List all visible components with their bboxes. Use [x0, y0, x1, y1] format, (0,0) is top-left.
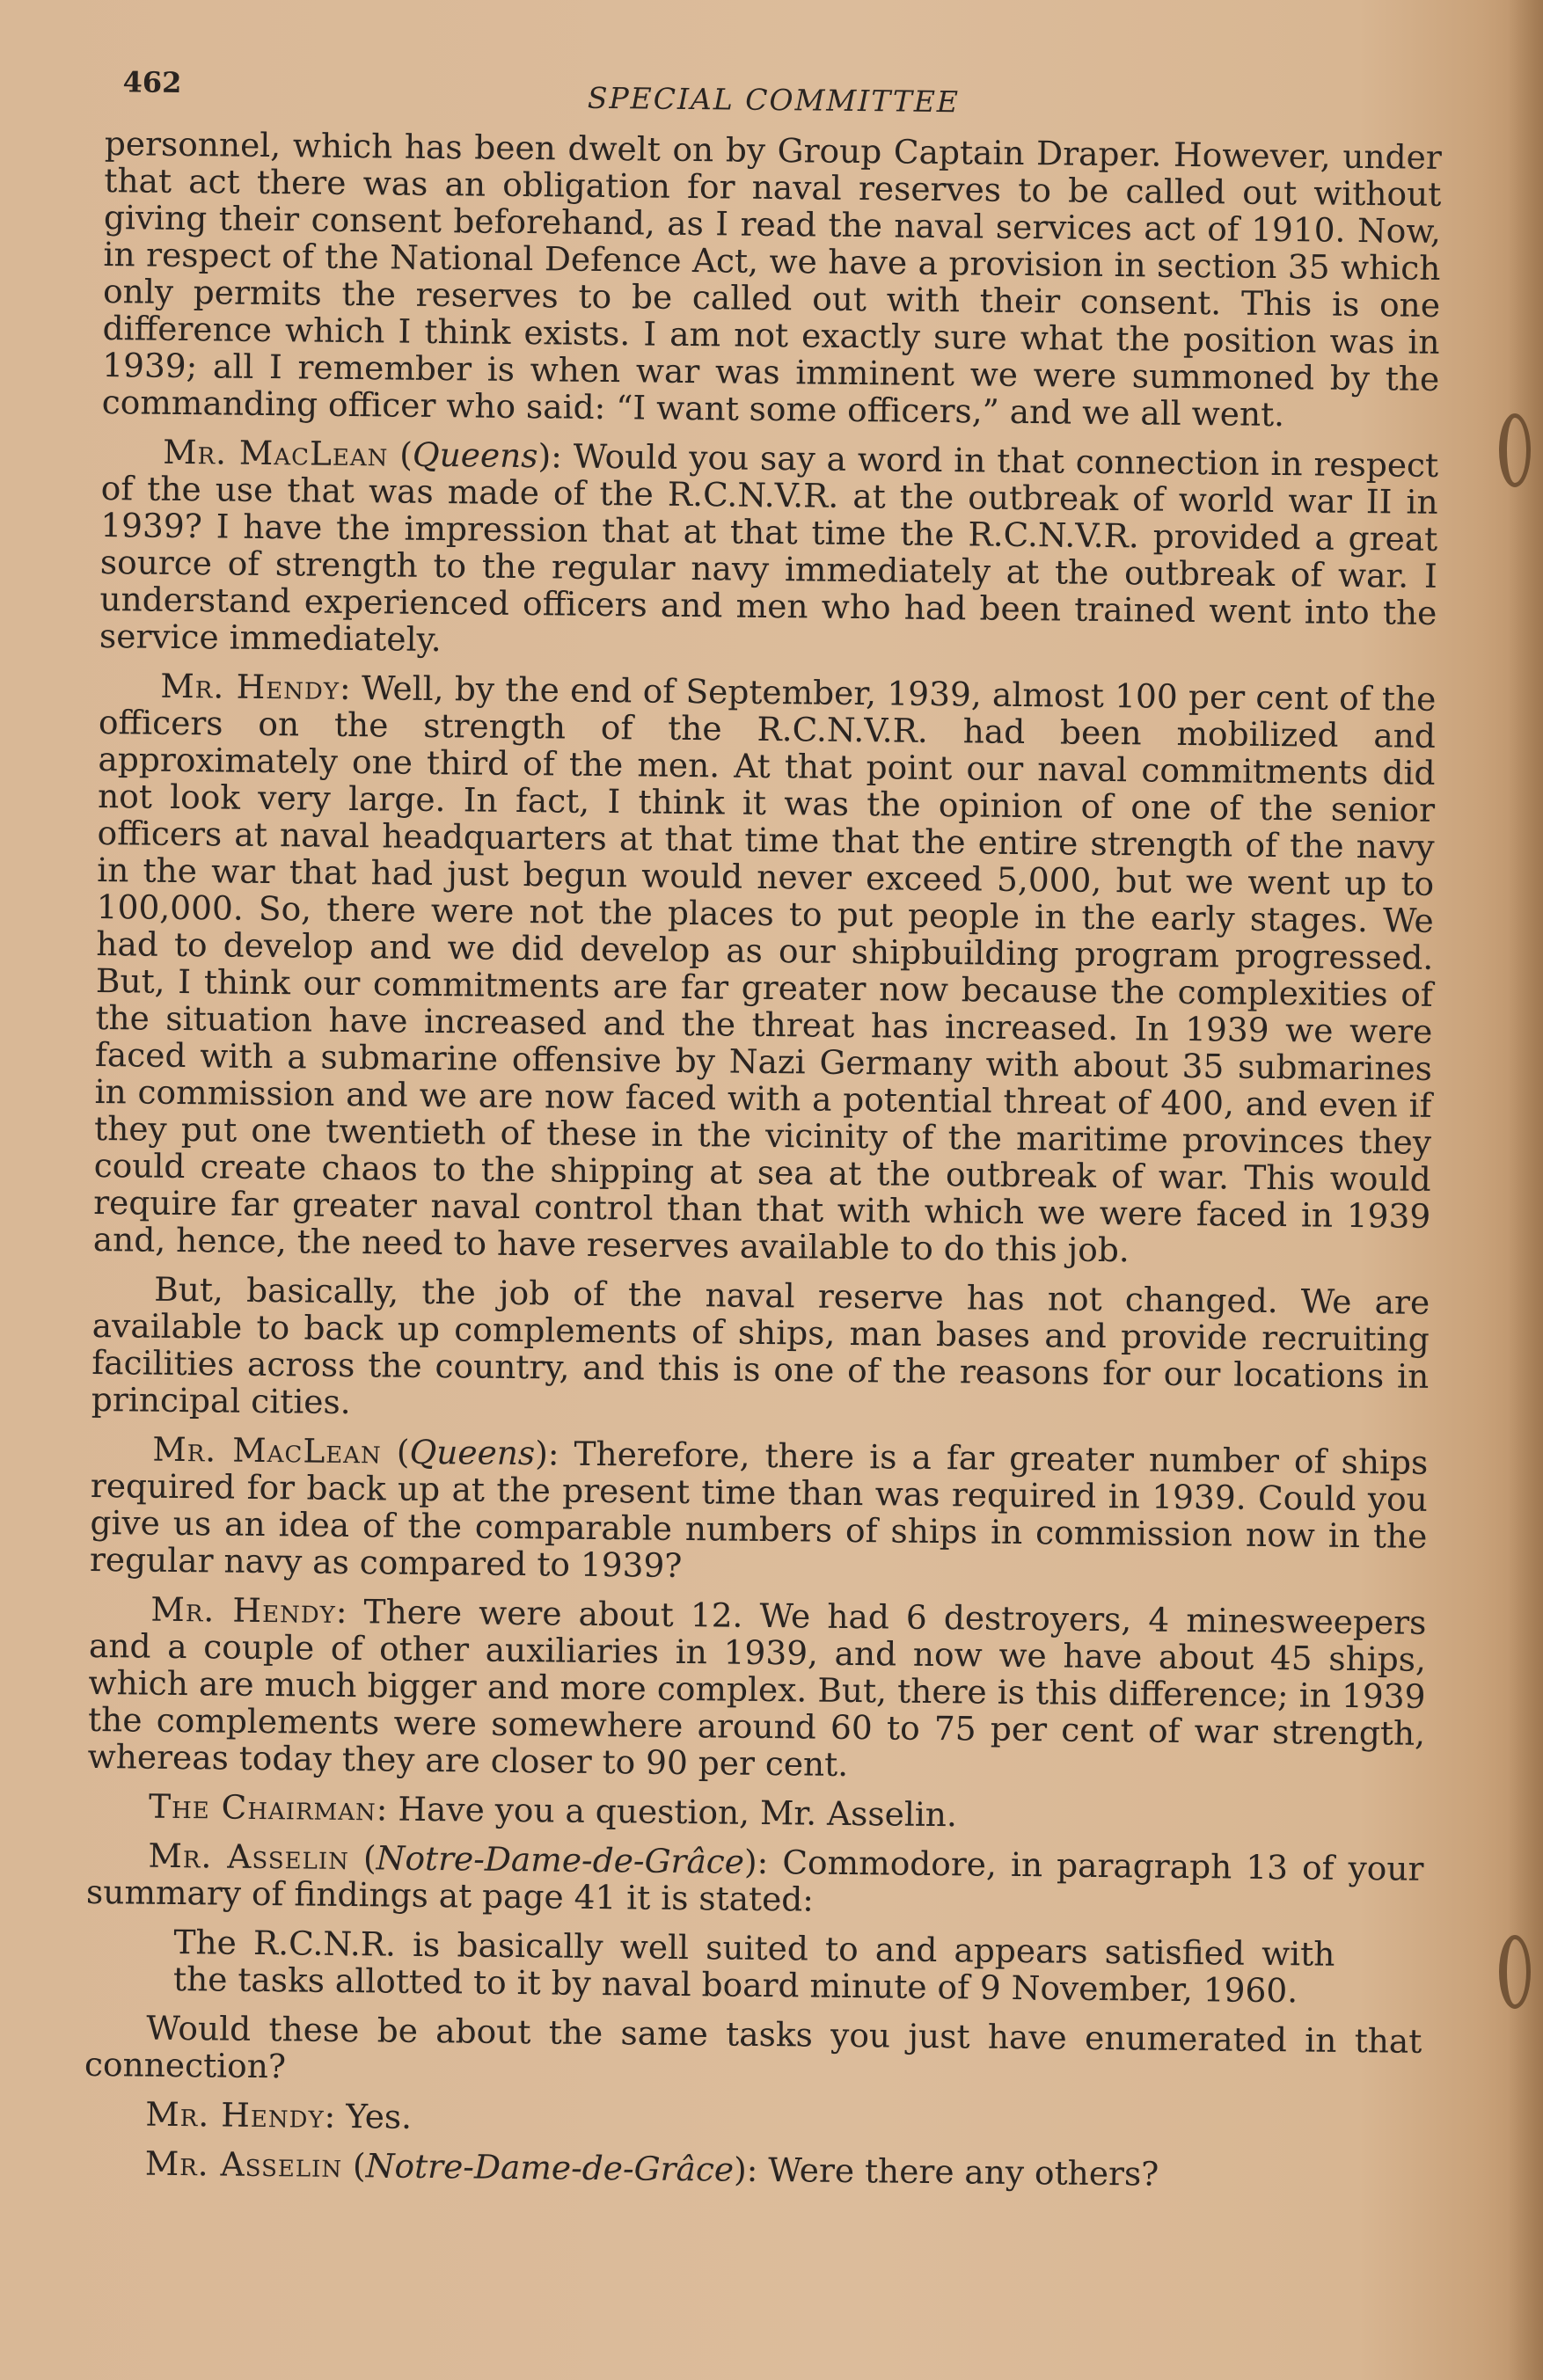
binding-clip-mark	[1499, 413, 1531, 487]
document-page	[82, 46, 1443, 2347]
speaker-name: Mr. Asselin	[144, 2143, 343, 2185]
paragraph-text: Would you say a word in that connection in respect of the use that was made of the R.C.N.V.R. at the outbreak of world war II in 1939? I have the impression that at that time the R.C.N.V.R. provided a great source of strength to the regular navy immediately at the outbreak of war. I understand experienced officers and men who had been trained went into the service immediately.	[99, 436, 1439, 660]
speaker-riding: Notre-Dame-de-Grâce	[376, 1838, 745, 1881]
paragraph-text: There were about 12. We had 6 destroyers, 4 minesweepers and a couple of other auxiliaries in 1939, and now we have about 45 ships, which are much bigger and more complex. But, there is this difference; in 1939 the complements were somewhere around 60 to 75 per cent of war strength, whereas today they are closer to 90 per cent.	[87, 1592, 1427, 1784]
speaker-riding: Notre-Dame-de-Grâce	[365, 2146, 735, 2189]
paragraph-text: Were there any others?	[768, 2150, 1159, 2194]
paragraph	[102, 125, 1442, 434]
binding-clip-mark	[1499, 1935, 1531, 2009]
paragraph-text: Have you a question, Mr. Asselin.	[398, 1789, 958, 1835]
speaker-name: Mr. MacLean	[152, 1429, 383, 1471]
paragraph: Mr. Hendy: Yes.	[145, 2094, 413, 2136]
page-header	[105, 46, 1443, 139]
paragraph-text: personnel, which has been dwelt on by Group Captain Draper. However, under that act there was an obligation for naval reserves to be called out without giving their consent beforehand, as I read the naval services act of 1910. Now, in respect of the National Defence Act, we have a provision in section 35 which only permits the reserves to be called out with their consent. This is one difference which I think exists. I am not exactly sure what the position was in 1939; all I remember is when war was imminent we were summoned by the commanding officer who said: “I want some officers,” and we all went.	[101, 124, 1443, 434]
paragraph-text: But, basically, the job of the naval reserve has not changed. We are available to back up complements of ships, man bases and provide recruiting facilities across the country, and this is one of the reasons for our locations in principal cities.	[91, 1269, 1430, 1422]
paragraph: Mr. Hendy: Well, by the end of September, 1939, almost 100 per cent of the officers on the strength of the R.C.N.V.R. had been mobilized and approximately one third of the men. At that point our naval commitments did not look very large. In fact, I think it was the opinion of one of the senior officers at naval headquarters at that time that the entire strength of the navy in the war that had just begun would never exceed 5,000, but we went up to 100,000. So, there were not the places to put people in the early stages. We had to develop and we did develop as our shipbuilding program progressed. But, I think our commitments are far greater now because the complexities of the situation have increased and the threat has increased. In 1939 we were faced with a submarine offensive by Nazi Germany with about 35 submarines in commission and we are now faced with a potential threat of 400, and even if they put one twentieth of these in the vicinity of the maritime provinces they could create chaos to the shipping at sea at the outbreak of war. This would require far greater naval control than that with which we were faced in 1939 and, hence, the need to have reserves available to do this job.	[92, 666, 1437, 1270]
running-head: SPECIAL COMMITTEE	[587, 80, 961, 120]
speaker-riding: Queens	[409, 1432, 536, 1473]
speaker-name: Mr. MacLean	[162, 432, 389, 474]
page-number: 462	[122, 65, 182, 99]
paragraph: Mr. Hendy: There were about 12. We had 6 destroyers, 4 minesweepers and a couple of other auxiliaries in 1939, and now we have about 45 ships, which are much bigger and more complex. But, there is this difference; in 1939 the complements were somewhere around 60 to 75 per cent of war strength, whereas today they are closer to 90 per cent.	[87, 1589, 1427, 1784]
paragraph: Mr. MacLean (Queens): Would you say a word in that connection in respect of the use that was made of the R.C.N.V.R. at the outbreak of world war II in 1939? I have the impression that at that time the R.C.N.V.R. provided a great source of strength to the regular navy immediately at the outbreak of war. I understand experienced officers and men who had been trained went into the service immediately.	[99, 432, 1439, 660]
paragraph-text: Would these be about the same tasks you just have enumerated in that connection?	[84, 2008, 1422, 2086]
speaker-name: Mr. Hendy	[145, 2094, 325, 2135]
page-body	[84, 125, 1442, 2195]
paragraph-text: Yes.	[346, 2097, 413, 2136]
paragraph	[91, 1270, 1430, 1432]
speaker-name: Mr. Hendy	[150, 1589, 337, 1631]
quote-text: The R.C.N.R. is basically well suited to and appears satisfied with the tasks allotted to it by naval board minute of 9 November, 1960.	[172, 1922, 1335, 2011]
paragraph-text: Therefore, there is a far greater number of ships required for back up at the present time than was required in 1939. Could you give us an idea of the comparable numbers of ships in commission now in the regular navy as compared to 1939?	[89, 1434, 1429, 1585]
page-edge-shadow	[1508, 0, 1543, 2380]
paragraph	[84, 2009, 1422, 2097]
speaker-name: The Chairman	[148, 1786, 377, 1829]
paragraph: Mr. Asselin (Notre-Dame-de-Grâce): Commodore, in paragraph 13 of your summary of findings at page 41 it is stated:	[85, 1836, 1424, 1919]
paragraph: Mr. Asselin (Notre-Dame-de-Grâce): Were there any others?	[144, 2143, 1159, 2194]
paragraph-text: Commodore, in paragraph 13 of your summary of findings at page 41 it is stated:	[85, 1843, 1424, 1919]
block-quote	[173, 1924, 1335, 2010]
paragraph: Mr. MacLean (Queens): Therefore, there is a far greater number of ships required for back up at the present time than was required in 1939. Could you give us an idea of the comparable numbers of ships in commission now in the regular navy as compared to 1939?	[89, 1429, 1429, 1585]
paragraph: The Chairman: Have you a question, Mr. Asselin.	[148, 1786, 958, 1835]
paragraph-text: Well, by the end of September, 1939, almost 100 per cent of the officers on the strength of the R.C.N.V.R. had been mobilized and approximately one third of the men. At that point our naval commitments did not look very large. In fact, I think it was the opinion of one of the senior officers at naval headquarters at that time that the entire strength of the navy in the war that had just begun would never exceed 5,000, but we went up to 100,000. So, there were not the places to put people in the early stages. We had to develop and we did develop as our shipbuilding program progressed. But, I think our commitments are far greater now because the complexities of the situation have increased and the threat has increased. In 1939 we were faced with a submarine offensive by Nazi Germany with about 35 submarines in commission and we are now faced with a potential threat of 400, and even if they put one twentieth of these in the vicinity of the maritime provinces they could create chaos to the shipping at sea at the outbreak of war. This would require far greater naval control than that with which we were faced in 1939 and, hence, the need to have reserves available to do this job.	[92, 668, 1437, 1270]
speaker-name: Mr. Asselin	[148, 1836, 350, 1878]
speaker-name: Mr. Hendy	[160, 666, 340, 707]
speaker-riding: Queens	[412, 434, 538, 476]
